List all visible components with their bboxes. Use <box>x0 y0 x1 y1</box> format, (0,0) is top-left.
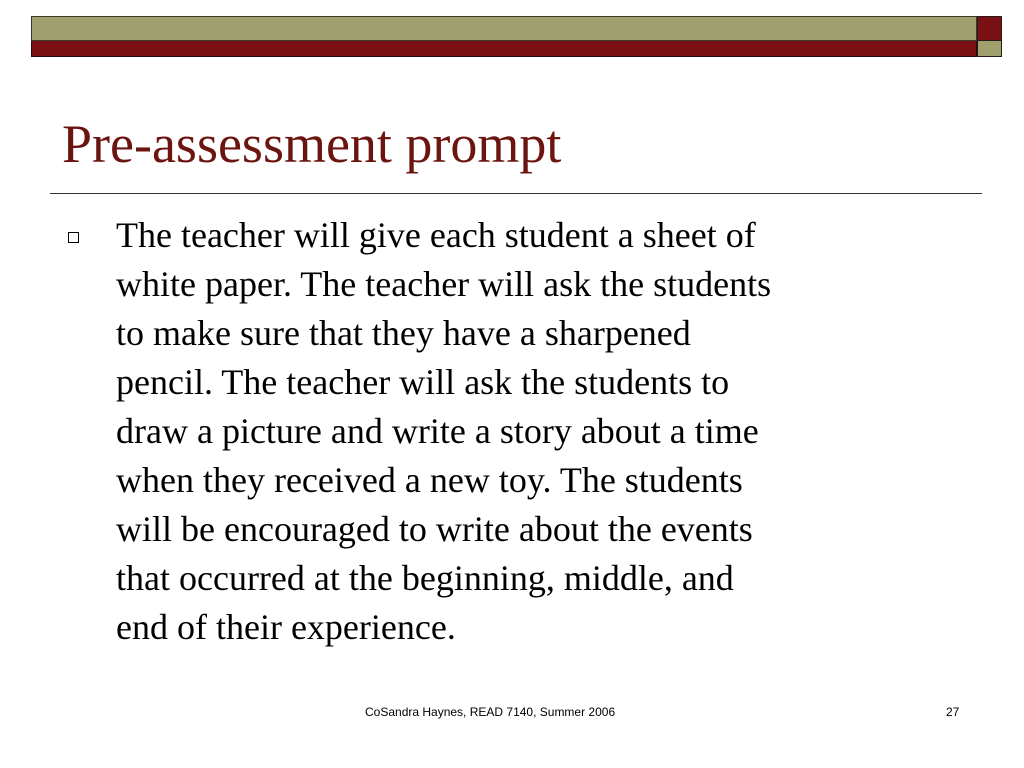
hollow-square-bullet-icon <box>68 232 79 243</box>
bullet-text-line: white paper. The teacher will ask the students <box>116 264 772 304</box>
bullet-text <box>116 211 956 652</box>
bullet-text-line: end of their experience. <box>116 607 456 647</box>
bullet-text-line: The teacher will give each student a sheet of <box>116 215 756 255</box>
slide-title: Pre-assessment prompt <box>62 114 562 174</box>
header-band-olive <box>31 16 977 41</box>
header-corner-maroon <box>977 16 1002 41</box>
bullet-text-line: to make sure that they have a sharpened <box>116 313 691 353</box>
bullet-text-line: when they received a new toy. The students <box>116 460 743 500</box>
page-number: 27 <box>946 705 960 719</box>
header-corner-olive <box>977 41 1002 57</box>
title-divider <box>50 193 982 194</box>
footer-text: CoSandra Haynes, READ 7140, Summer 2006 <box>365 705 616 719</box>
bullet-text-line: pencil. The teacher will ask the students to <box>116 362 730 402</box>
bullet-text-line: draw a picture and write a story about a time <box>116 411 759 451</box>
header-band-maroon <box>31 41 977 57</box>
bullet-text-line: that occurred at the beginning, middle, and <box>116 558 734 598</box>
bullet-text-line: will be encouraged to write about the events <box>116 509 753 549</box>
